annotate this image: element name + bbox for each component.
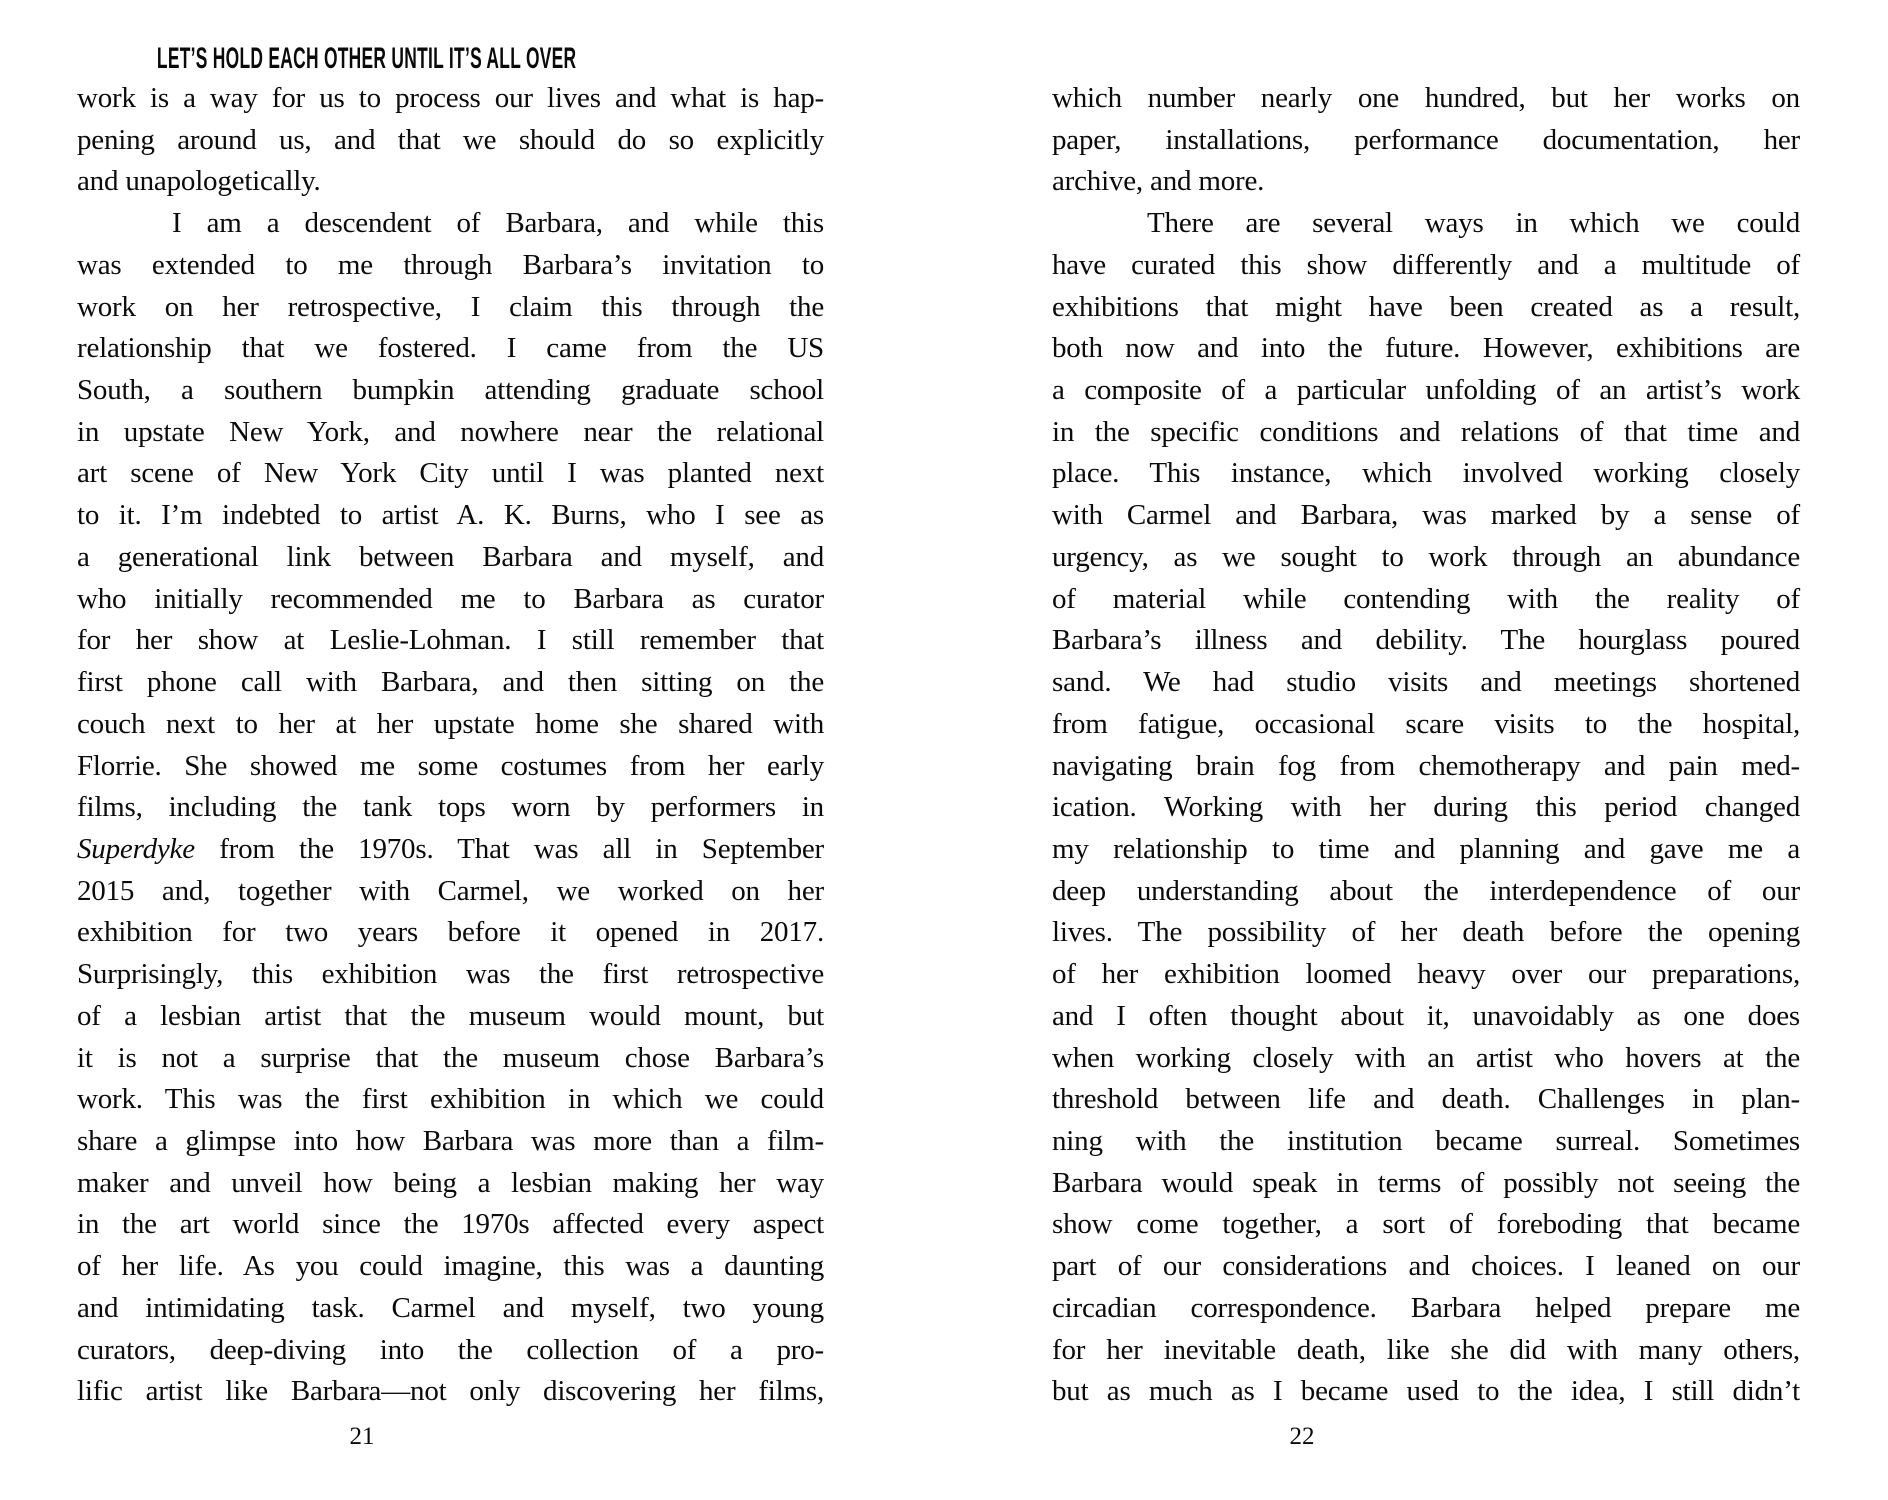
text-line: lific artist like Barbara—not only discovering her films,: [77, 1375, 824, 1408]
text-line: navigating brain fog from chemotherapy and pain med-: [1052, 749, 1800, 782]
text-line: it is not a surprise that the museum chose Barbara’s: [77, 1041, 824, 1074]
text-line: Florrie. She showed me some costumes from her early: [77, 749, 824, 782]
text-line: ication. Working with her during this period changed: [1052, 791, 1800, 824]
text-line: couch next to her at her upstate home she shared with: [77, 707, 824, 740]
text-line: show come together, a sort of foreboding that became: [1052, 1208, 1800, 1241]
text-line: in the art world since the 1970s affected every aspect: [77, 1208, 824, 1241]
text-line: when working closely with an artist who hovers at the: [1052, 1041, 1800, 1074]
text-line: for her show at Leslie-Lohman. I still remember that: [77, 624, 824, 657]
text-line: 2015 and, together with Carmel, we worked on her: [77, 874, 824, 907]
text-line: ning with the institution became surreal. Sometimes: [1052, 1124, 1800, 1157]
text-line: pening around us, and that we should do so explicitly: [77, 123, 824, 156]
text-line: work is a way for us to process our lives and what is hap-: [77, 82, 824, 114]
text-line: There are several ways in which we could: [1147, 207, 1800, 240]
text-line: in the specific conditions and relations of that time and: [1052, 415, 1800, 448]
text-line: was extended to me through Barbara’s invitation to: [77, 248, 824, 281]
text-line: of her exhibition loomed heavy over our preparations,: [1052, 958, 1800, 991]
page-21-text-column: [77, 78, 824, 1413]
page-number-21: 21: [349, 1423, 375, 1450]
text-line: South, a southern bumpkin attending graduate school: [77, 374, 824, 407]
text-line: of a lesbian artist that the museum would mount, but: [77, 999, 824, 1032]
text-line: paper, installations, performance documentation, her: [1052, 123, 1800, 156]
text-line: first phone call with Barbara, and then sitting on the: [77, 666, 824, 699]
text-line: threshold between life and death. Challenges in plan-: [1052, 1083, 1800, 1116]
text-line: work on her retrospective, I claim this through the: [77, 290, 824, 323]
text-line: Surprisingly, this exhibition was the first retrospective: [77, 958, 824, 991]
text-line: deep understanding about the interdependence of our: [1052, 874, 1800, 907]
text-line: a generational link between Barbara and myself, and: [77, 540, 824, 573]
text-line: of her life. As you could imagine, this was a daunting: [77, 1250, 824, 1283]
text-line: maker and unveil how being a lesbian making her way: [77, 1166, 824, 1199]
text-line: work. This was the first exhibition in which we could: [77, 1083, 824, 1116]
text-line: in upstate New York, and nowhere near the relational: [77, 415, 824, 448]
text-line: for her inevitable death, like she did with many others,: [1052, 1333, 1800, 1366]
text-line: part of our considerations and choices. I leaned on our: [1052, 1250, 1800, 1283]
text-line: archive, and more.: [1052, 165, 1265, 198]
text-line: with Carmel and Barbara, was marked by a sense of: [1052, 499, 1800, 532]
text-line: circadian correspondence. Barbara helped prepare me: [1052, 1291, 1800, 1324]
text-line: share a glimpse into how Barbara was more than a film-: [77, 1124, 824, 1157]
text-line: exhibitions that might have been created as a result,: [1052, 290, 1800, 323]
text-line: and unapologetically.: [77, 165, 321, 198]
running-header: [0, 42, 734, 76]
text-line: curators, deep-diving into the collection of a pro-: [77, 1333, 824, 1366]
text-line: and I often thought about it, unavoidably as one does: [1052, 999, 1800, 1032]
text-line: a composite of a particular unfolding of an artist’s work: [1052, 374, 1800, 407]
text-line: and intimidating task. Carmel and myself, two young: [77, 1291, 824, 1324]
text-line: I am a descendent of Barbara, and while this: [172, 207, 824, 240]
text-line: Barbara’s illness and debility. The hourglass poured: [1052, 624, 1800, 657]
text-line: Superdyke from the 1970s. That was all in September: [77, 832, 824, 865]
text-line: urgency, as we sought to work through an abundance: [1052, 540, 1800, 573]
text-line: relationship that we fostered. I came from the US: [77, 332, 824, 365]
text-line: both now and into the future. However, exhibitions are: [1052, 332, 1800, 365]
running-header-title: LET’S HOLD EACH OTHER UNTIL IT’S ALL OVER: [157, 42, 577, 75]
page-22-text-column: [1052, 78, 1800, 1413]
text-line: but as much as I became used to the idea, I still didn’t: [1052, 1375, 1800, 1408]
text-line: sand. We had studio visits and meetings shortened: [1052, 666, 1800, 699]
text-line: of material while contending with the reality of: [1052, 582, 1800, 615]
text-line: Barbara would speak in terms of possibly not seeing the: [1052, 1166, 1800, 1199]
text-line: from fatigue, occasional scare visits to the hospital,: [1052, 707, 1800, 740]
text-line: who initially recommended me to Barbara as curator: [77, 582, 824, 615]
text-line: my relationship to time and planning and gave me a: [1052, 832, 1800, 865]
text-line: art scene of New York City until I was planted next: [77, 457, 824, 490]
page-number-22: 22: [1289, 1423, 1315, 1450]
text-line: lives. The possibility of her death before the opening: [1052, 916, 1800, 949]
text-line: to it. I’m indebted to artist A. K. Burns, who I see as: [77, 499, 824, 532]
text-line: which number nearly one hundred, but her works on: [1052, 82, 1800, 114]
text-line: films, including the tank tops worn by performers in: [77, 791, 824, 824]
text-line: exhibition for two years before it opened in 2017.: [77, 916, 824, 949]
text-line: place. This instance, which involved working closely: [1052, 457, 1800, 490]
text-line: have curated this show differently and a multitude of: [1052, 248, 1800, 281]
